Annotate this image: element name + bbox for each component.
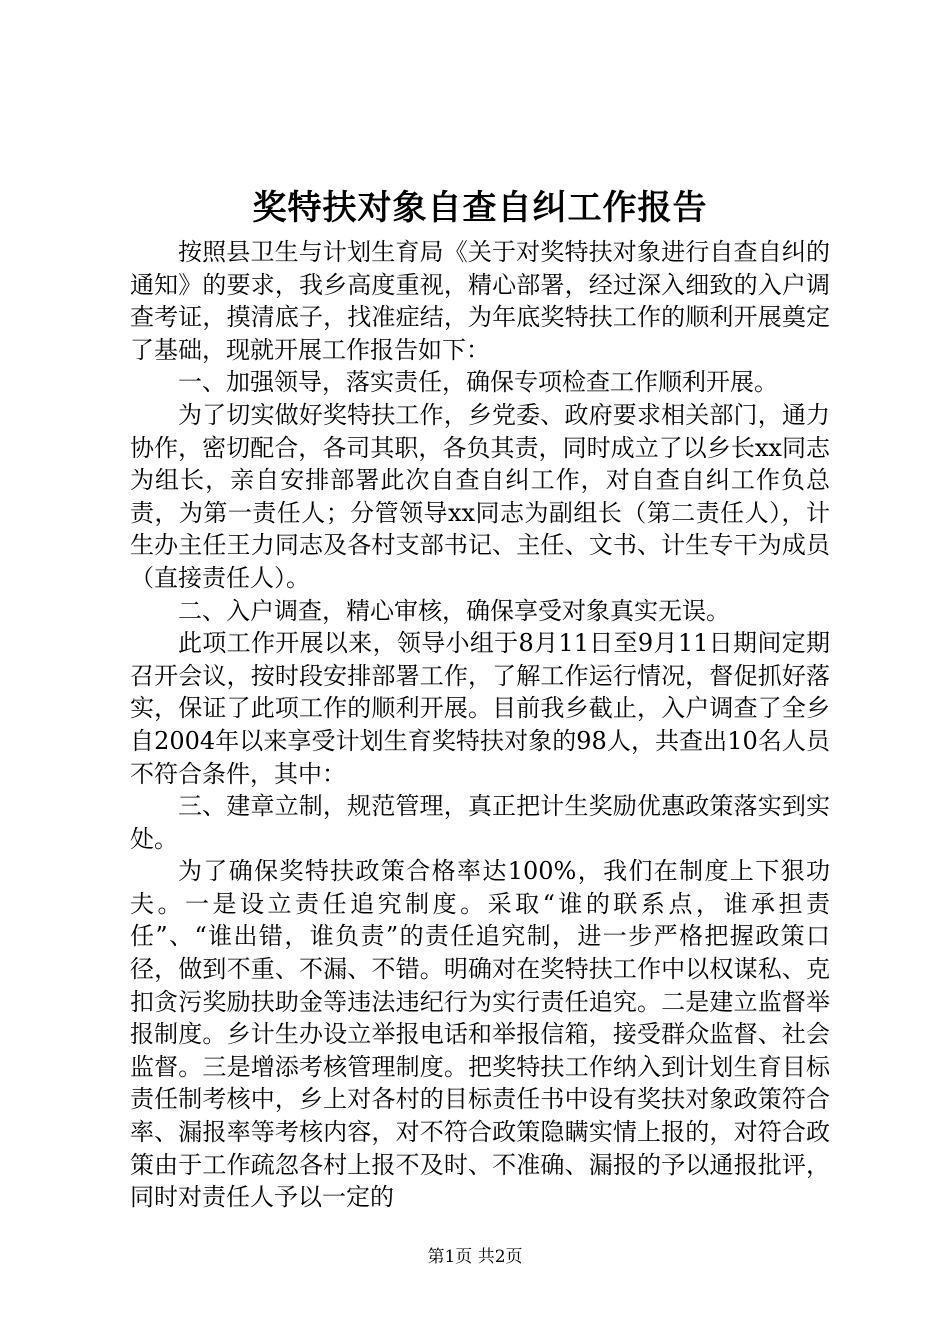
section-heading-2: 二、入户调查，精心审核，确保享受对象真实无误。 [178, 596, 730, 625]
section-heading-3: 三、建章立制，规范管理，真正把计生奖励优惠政策落实到实处。 [130, 792, 830, 853]
paragraph-section-2: 此项工作开展以来，领导小组于8月11日至9月11日期间定期召开会议，按时段安排部署工作，了解工作运行情况，督促抓好落实，保证了此项工作的顺利开展。目前我乡截止，入户调查了全乡自2004年以来享受计划生育奖特扶对象的98人，共查出10名人员不符合条件，其中： [130, 629, 830, 788]
page-number-footer: 第1页 共2页 [427, 1247, 523, 1267]
document-body [130, 180, 830, 1214]
paragraph-section-3: 为了确保奖特扶政策合格率达100%，我们在制度上下狠功夫。一是设立责任追究制度。采取“谁的联系点，谁承担责任”、“谁出错，谁负责”的责任追究制，进一步严格把握政策口径，做到不重、不漏、不错。明确对在奖特扶工作中以权谋私、克扣贪污奖励扶助金等违法违纪行为实行责任追究。二是建立监督举报制度。乡计生办设立举报电话和举报信箱，接受群众监督、社会监督。三是增添考核管理制度。把奖特扶工作纳入到计划生育目标责任制考核中，乡上对各村的目标责任书中设有奖扶对象政策符合率、漏报率等考核内容，对不符合政策隐瞒实情上报的，对符合政策由于工作疏忽各村上报不及时、不准确、漏报的予以通报批评，同时对责任人予以一定的 [130, 857, 830, 1212]
section-heading-1: 一、加强领导，落实责任，确保专项检查工作顺利开展。 [178, 368, 778, 397]
paragraph-section-1: 为了切实做好奖特扶工作，乡党委、政府要求相关部门，通力协作，密切配合，各司其职，各负其责，同时成立了以乡长xx同志为组长，亲自安排部署此次自查自纠工作，对自查自纠工作负总责，为第一责任人；分管领导xx同志为副组长（第二责任人），计生办主任王力同志及各村支部书记、主任、文书、计生专干为成员（直接责任人）。 [130, 400, 830, 592]
page-title: 奖特扶对象自查自纠工作报告 [252, 188, 708, 228]
paragraph-intro: 按照县卫生与计划生育局《关于对奖特扶对象进行自查自纠的通知》的要求，我乡高度重视，精心部署，经过深入细致的入户调查考证，摸清底子，找准症结，为年底奖特扶工作的顺利开展奠定了基础，现就开展工作报告如下： [130, 238, 830, 364]
